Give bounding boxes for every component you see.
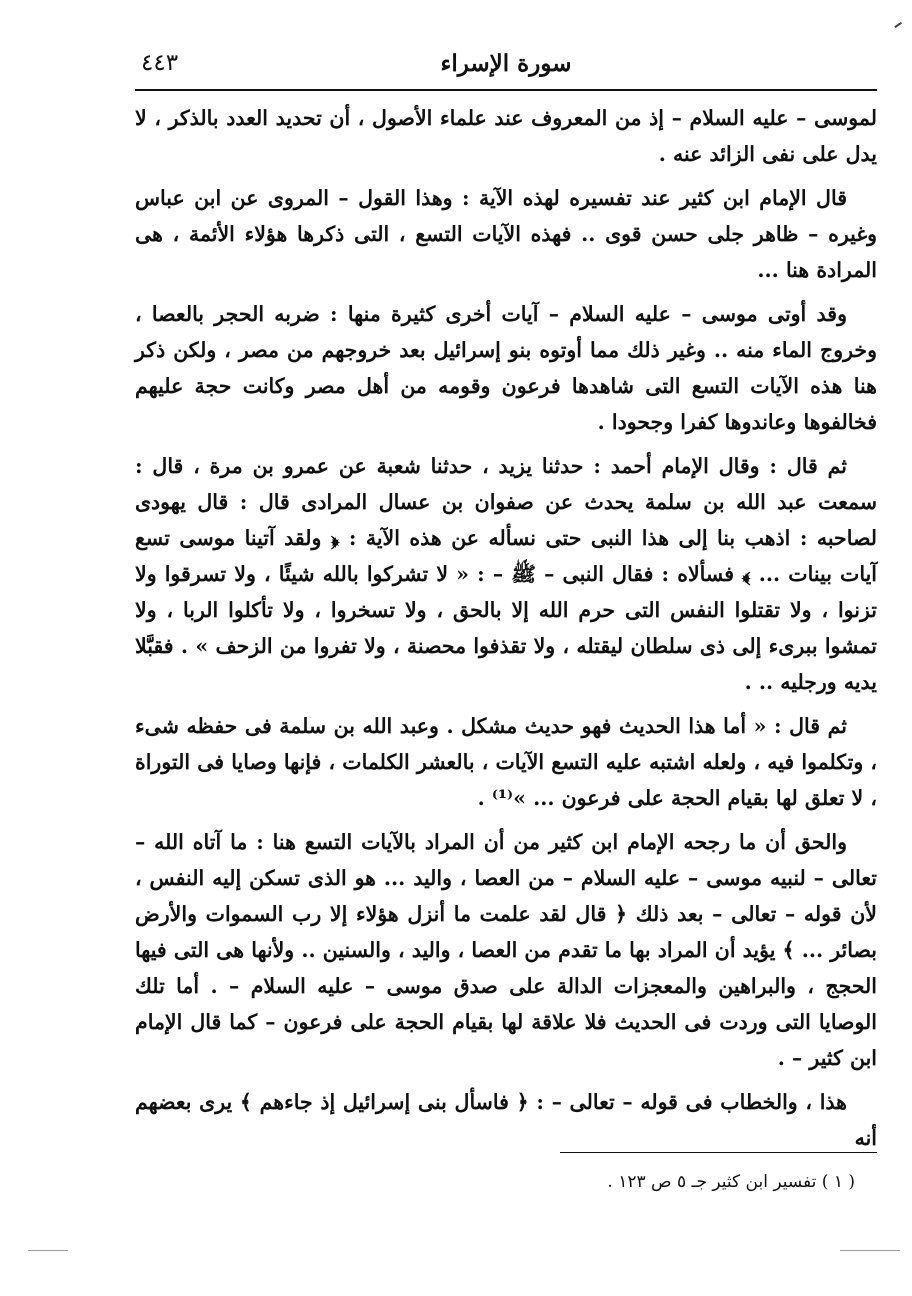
paragraph-3: وقد أوتى موسى – عليه السلام – آيات أخرى كثيرة منها : ضربه الحجر بالعصا ، وخروج الماء منه .. وغير ذلك مما أوتوه بنو إسرائيل بعد خروجهم من مصر ، ولكن ذكر هنا هذه الآيات التسع التى شاهدها فرعون وقومه من أهل مصر وكانت حجة عليهم فخالفوها وعاندوها كفرا وجحودا . xyxy=(135,302,877,434)
footnote-rule xyxy=(560,1152,877,1153)
scan-mark xyxy=(894,22,901,28)
page-body xyxy=(135,100,877,1164)
paragraph-6: والحق أن ما رجحه الإمام ابن كثير من أن المراد بالآيات التسع هنا : ما آتاه الله – تعالى – لنبيه موسى – عليه السلام – من العصا ، واليد ... هو الذى تسكن إليه النفس ، لأن قوله – تعالى – بعد ذلك ﴿ قال لقد علمت ما أنزل هؤلاء إلا رب السموات والأرض بصائر ... ﴾ يؤيد أن المراد بها ما تقدم من العصا ، واليد ، والسنين .. ولأنها هى التى فيها الحجج ، والبراهين والمعجزات الدالة على صدق موسى – عليه السلام – . أما تلك الوصايا التى وردت فى الحديث فلا علاقة لها بقيام الحجة على فرعون – كما قال الإمام ابن كثير – . xyxy=(135,830,877,1070)
surah-title: سورة الإسراء xyxy=(440,50,572,77)
page-header xyxy=(135,44,877,88)
paragraph-4: ثم قال : وقال الإمام أحمد : حدثنا يزيد ، حدثنا شعبة عن عمرو بن مرة ، قال : سمعت عبد الله بن سلمة يحدث عن صفوان بن عسال المرادى قال : قال يهودى لصاحبه : اذهب بنا إلى هذا النبى حتى نسأله عن هذه الآية : ﴿ ولقد آتينا موسى تسع آيات بينات ... ﴾ فسألاه : فقال النبى – ﷺ – : « لا تشركوا بالله شيئًا ، ولا تسرقوا ولا تزنوا ، ولا تقتلوا النفس التى حرم الله إلا بالحق ، ولا تسخروا ، ولا تأكلوا الربا ، ولا تمشوا ببرىء إلى ذى سلطان ليقتله ، ولا تقذفوا محصنة ، ولا تفروا من الزحف » . فقبَّلا يديه ورجليه .. . xyxy=(135,454,877,694)
scan-edge-mark-right xyxy=(840,1250,900,1251)
paragraph-7: هذا ، والخطاب فى قوله – تعالى – : ﴿ فاسأل بنى إسرائيل إذ جاءهم ﴾ يرى بعضهم أنه xyxy=(135,1090,877,1150)
header-rule xyxy=(135,89,877,91)
paragraph-1: لموسى – عليه السلام – إذ من المعروف عند علماء الأصول ، أن تحديد العدد بالذكر ، لا يدل على نفى الزائد عنه . xyxy=(135,106,877,166)
scan-edge-mark-left xyxy=(28,1250,68,1251)
paragraph-2: قال الإمام ابن كثير عند تفسيره لهذه الآية : وهذا القول – المروى عن ابن عباس وغيره – ظاهر جلى حسن قوى .. فهذه الآيات التسع ، التى ذكرها هؤلاء الأئمة ، هى المرادة هنا ... xyxy=(135,186,877,282)
footnote: ( ١ ) تفسير ابن كثير جـ ٥ ص ١٢٣ . xyxy=(607,1172,855,1192)
paragraph-5: ثم قال : « أما هذا الحديث فهو حديث مشكل . وعبد الله بن سلمة فى حفظه شىء ، وتكلموا فيه ، ولعله اشتبه عليه التسع الآيات ، بالعشر الكلمات ، فإنها وصايا فى التوراة ، لا تعلق لها بقيام الحجة على فرعون ... »⁽¹⁾ . xyxy=(135,714,877,810)
page-number: ٤٤٣ xyxy=(141,50,179,76)
